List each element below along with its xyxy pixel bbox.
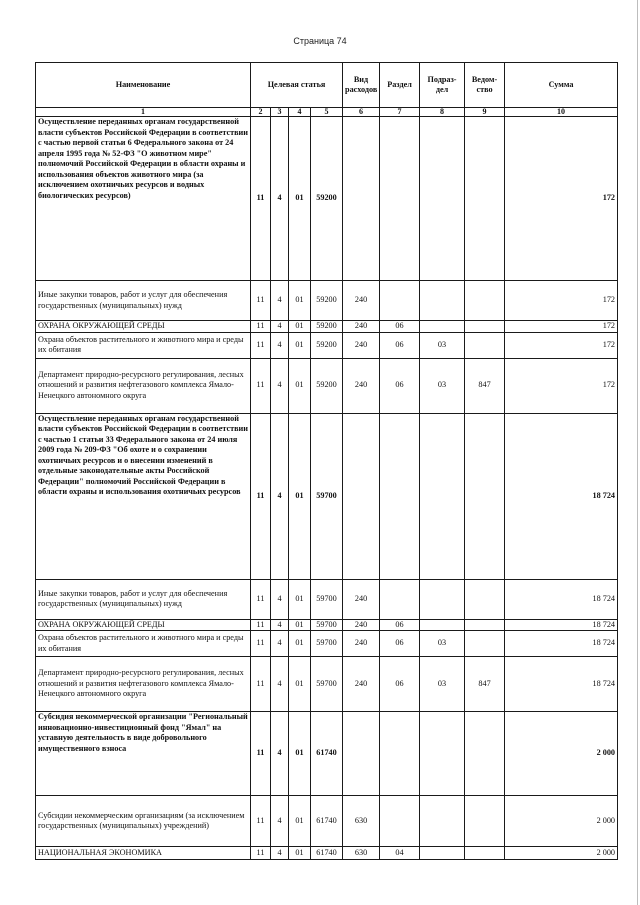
target-code-part4: 59200: [311, 321, 343, 333]
amount-cell: 172: [505, 117, 618, 281]
target-code-part4: 61740: [311, 847, 343, 860]
department-cell: [465, 847, 505, 860]
header-expense-type: Вид расходов: [343, 63, 380, 108]
subsection-cell: 03: [420, 631, 465, 657]
target-code-part2: 4: [271, 281, 289, 321]
target-code-part3: 01: [289, 847, 311, 860]
subsection-cell: [420, 712, 465, 796]
section-cell: 06: [380, 332, 420, 358]
table-row: [36, 413, 618, 579]
target-code-part3: 01: [289, 657, 311, 712]
target-code-part3: 01: [289, 631, 311, 657]
section-cell: [380, 413, 420, 579]
row-name-cell: Осуществление переданных органам государственной власти субъектов Российской Федерации в соответствии с частью первой статьи 6 Федерального закона от 24 апреля 1995 года № 52-ФЗ "О животном мире" полномочий Российской Федерации в области охраны и использования объектов животного мира (за исключением охотничьих ресурсов и водных биологических ресурсов): [36, 117, 251, 281]
target-code-part4: 59700: [311, 631, 343, 657]
column-number: 3: [271, 108, 289, 117]
table-row: [36, 847, 618, 860]
target-code-part4: 59700: [311, 413, 343, 579]
row-name-cell: Субсидии некоммерческим организациям (за исключением государственных (муниципальных) учреждений): [36, 796, 251, 847]
table-row: [36, 281, 618, 321]
target-code-part2: 4: [271, 657, 289, 712]
section-cell: 06: [380, 657, 420, 712]
department-cell: [465, 712, 505, 796]
section-cell: [380, 579, 420, 619]
target-code-part2: 4: [271, 579, 289, 619]
subsection-cell: [420, 281, 465, 321]
target-code-part1: 11: [251, 796, 271, 847]
target-code-part3: 01: [289, 117, 311, 281]
target-code-part2: 4: [271, 117, 289, 281]
expense-type-cell: 240: [343, 657, 380, 712]
target-code-part1: 11: [251, 631, 271, 657]
target-code-part4: 59200: [311, 332, 343, 358]
row-name-cell: Департамент природно-ресурсного регулирования, лесных отношений и развития нефтегазового комплекса Ямало-Ненецкого автономного округа: [36, 358, 251, 413]
target-code-part3: 01: [289, 413, 311, 579]
target-code-part4: 59700: [311, 579, 343, 619]
table-row: [36, 619, 618, 631]
section-cell: 06: [380, 358, 420, 413]
expense-type-cell: 240: [343, 281, 380, 321]
expense-type-cell: 240: [343, 631, 380, 657]
department-cell: [465, 321, 505, 333]
row-name-cell: Департамент природно-ресурсного регулирования, лесных отношений и развития нефтегазового комплекса Ямало-Ненецкого автономного округа: [36, 657, 251, 712]
target-code-part3: 01: [289, 619, 311, 631]
table-row: [36, 358, 618, 413]
target-code-part3: 01: [289, 358, 311, 413]
table-body: [36, 117, 618, 860]
target-code-part2: 4: [271, 847, 289, 860]
subsection-cell: 03: [420, 332, 465, 358]
column-number: 6: [343, 108, 380, 117]
target-code-part1: 11: [251, 117, 271, 281]
table-row: [36, 631, 618, 657]
amount-cell: 172: [505, 321, 618, 333]
scan-edge-line: [637, 0, 638, 905]
subsection-cell: [420, 117, 465, 281]
header-target-article: Целевая статья: [251, 63, 343, 108]
row-name-cell: Осуществление переданных органам государственной власти субъектов Российской Федерации в соответствии с частью 1 статьи 33 Федерального закона от 24 июля 2009 года № 209-ФЗ "Об охоте и о сохранении охотничьих ресурсов и о внесении изменений в отдельные законодательные акты Российской Федерации" полномочий Российской Федерации в области охраны и использования охотничьих ресурсов: [36, 413, 251, 579]
target-code-part3: 01: [289, 321, 311, 333]
section-cell: [380, 281, 420, 321]
table-row: [36, 117, 618, 281]
column-number: 10: [505, 108, 618, 117]
column-number: 2: [251, 108, 271, 117]
amount-cell: 18 724: [505, 619, 618, 631]
target-code-part4: 61740: [311, 796, 343, 847]
expense-type-cell: [343, 413, 380, 579]
target-code-part1: 11: [251, 657, 271, 712]
target-code-part4: 59200: [311, 281, 343, 321]
target-code-part3: 01: [289, 796, 311, 847]
department-cell: [465, 619, 505, 631]
amount-cell: 18 724: [505, 657, 618, 712]
budget-table: [35, 62, 618, 860]
amount-cell: 172: [505, 332, 618, 358]
subsection-cell: [420, 579, 465, 619]
target-code-part3: 01: [289, 332, 311, 358]
section-cell: 06: [380, 631, 420, 657]
subsection-cell: [420, 847, 465, 860]
section-cell: 06: [380, 321, 420, 333]
column-number: 7: [380, 108, 420, 117]
table-row: [36, 321, 618, 333]
column-number: 8: [420, 108, 465, 117]
amount-cell: 172: [505, 358, 618, 413]
table-row: [36, 332, 618, 358]
subsection-cell: [420, 619, 465, 631]
expense-type-cell: 240: [343, 321, 380, 333]
target-code-part1: 11: [251, 321, 271, 333]
expense-type-cell: [343, 712, 380, 796]
expense-type-cell: 240: [343, 332, 380, 358]
target-code-part2: 4: [271, 358, 289, 413]
target-code-part2: 4: [271, 712, 289, 796]
target-code-part3: 01: [289, 281, 311, 321]
target-code-part2: 4: [271, 619, 289, 631]
target-code-part4: 61740: [311, 712, 343, 796]
target-code-part2: 4: [271, 413, 289, 579]
column-number: 4: [289, 108, 311, 117]
target-code-part1: 11: [251, 712, 271, 796]
table-row: [36, 712, 618, 796]
department-cell: [465, 579, 505, 619]
department-cell: [465, 796, 505, 847]
subsection-cell: 03: [420, 657, 465, 712]
section-cell: 06: [380, 619, 420, 631]
table-row: [36, 657, 618, 712]
target-code-part2: 4: [271, 321, 289, 333]
amount-cell: 172: [505, 281, 618, 321]
target-code-part4: 59700: [311, 619, 343, 631]
target-code-part1: 11: [251, 847, 271, 860]
column-number-row: [36, 108, 618, 117]
expense-type-cell: 240: [343, 358, 380, 413]
target-code-part2: 4: [271, 796, 289, 847]
target-code-part1: 11: [251, 619, 271, 631]
target-code-part3: 01: [289, 579, 311, 619]
expense-type-cell: 240: [343, 619, 380, 631]
row-name-cell: Иные закупки товаров, работ и услуг для обеспечения государственных (муниципальных) нужд: [36, 579, 251, 619]
column-number: 9: [465, 108, 505, 117]
subsection-cell: [420, 321, 465, 333]
section-cell: [380, 712, 420, 796]
department-cell: 847: [465, 358, 505, 413]
department-cell: [465, 631, 505, 657]
table-header-row: [36, 63, 618, 108]
amount-cell: 2 000: [505, 712, 618, 796]
target-code-part1: 11: [251, 358, 271, 413]
section-cell: 04: [380, 847, 420, 860]
row-name-cell: Иные закупки товаров, работ и услуг для обеспечения государственных (муниципальных) нужд: [36, 281, 251, 321]
department-cell: 847: [465, 657, 505, 712]
subsection-cell: [420, 413, 465, 579]
column-number: 5: [311, 108, 343, 117]
target-code-part1: 11: [251, 579, 271, 619]
target-code-part3: 01: [289, 712, 311, 796]
column-number: 1: [36, 108, 251, 117]
header-subsection: Подраз- дел: [420, 63, 465, 108]
expense-type-cell: 630: [343, 796, 380, 847]
header-department: Ведом- ство: [465, 63, 505, 108]
row-name-cell: ОХРАНА ОКРУЖАЮЩЕЙ СРЕДЫ: [36, 321, 251, 333]
section-cell: [380, 117, 420, 281]
department-cell: [465, 281, 505, 321]
section-cell: [380, 796, 420, 847]
header-section: Раздел: [380, 63, 420, 108]
table-row: [36, 796, 618, 847]
target-code-part1: 11: [251, 281, 271, 321]
department-cell: [465, 413, 505, 579]
target-code-part1: 11: [251, 332, 271, 358]
row-name-cell: Субсидия некоммерческой организации "Региональный инновационно-инвестиционный фонд "Ямал" на уставную деятельность в виде добровольного имущественного взноса: [36, 712, 251, 796]
amount-cell: 2 000: [505, 796, 618, 847]
target-code-part2: 4: [271, 332, 289, 358]
target-code-part2: 4: [271, 631, 289, 657]
table-row: [36, 579, 618, 619]
amount-cell: 18 724: [505, 631, 618, 657]
amount-cell: 18 724: [505, 413, 618, 579]
header-amount: Сумма: [505, 63, 618, 108]
subsection-cell: 03: [420, 358, 465, 413]
amount-cell: 18 724: [505, 579, 618, 619]
header-name: Наименование: [36, 63, 251, 108]
expense-type-cell: [343, 117, 380, 281]
target-code-part4: 59700: [311, 657, 343, 712]
page-number: Страница 74: [293, 36, 347, 46]
expense-type-cell: 630: [343, 847, 380, 860]
target-code-part4: 59200: [311, 117, 343, 281]
target-code-part1: 11: [251, 413, 271, 579]
row-name-cell: ОХРАНА ОКРУЖАЮЩЕЙ СРЕДЫ: [36, 619, 251, 631]
target-code-part4: 59200: [311, 358, 343, 413]
row-name-cell: Охрана объектов растительного и животного мира и среды их обитания: [36, 332, 251, 358]
row-name-cell: НАЦИОНАЛЬНАЯ ЭКОНОМИКА: [36, 847, 251, 860]
subsection-cell: [420, 796, 465, 847]
amount-cell: 2 000: [505, 847, 618, 860]
row-name-cell: Охрана объектов растительного и животного мира и среды их обитания: [36, 631, 251, 657]
expense-type-cell: 240: [343, 579, 380, 619]
department-cell: [465, 332, 505, 358]
department-cell: [465, 117, 505, 281]
